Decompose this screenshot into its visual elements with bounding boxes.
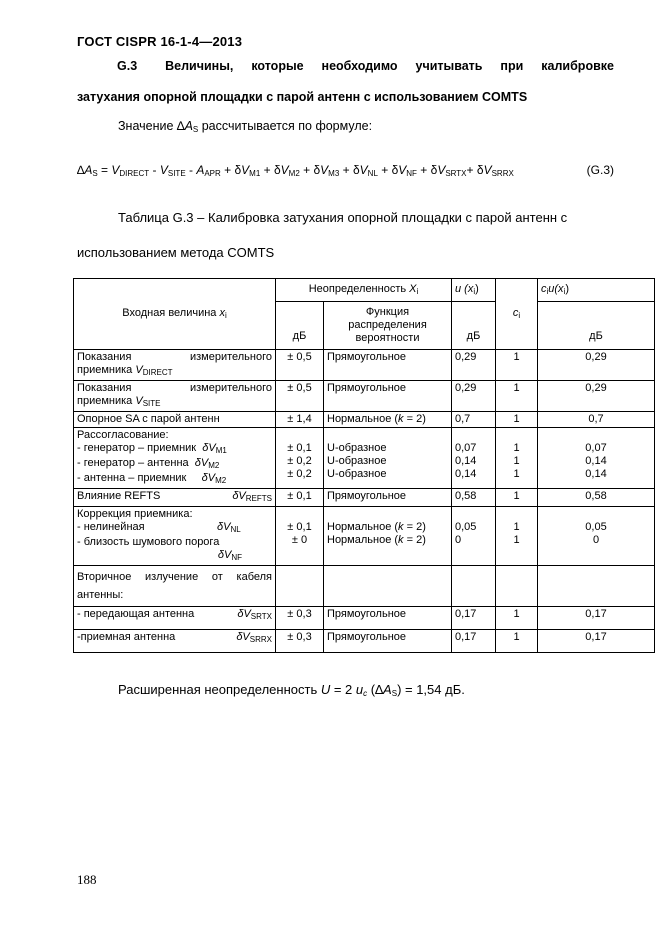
cell-u: 0,17 bbox=[452, 607, 496, 630]
page-header: ГОСТ CISPR 16-1-4—2013 bbox=[77, 34, 243, 49]
formula bbox=[77, 163, 614, 178]
cell-ciu: 0,29 bbox=[538, 350, 655, 381]
cell-u: 0,07 0,14 0,14 bbox=[452, 428, 496, 489]
intro-paragraph: Значение $\Delta A_S$ рассчитывается по формуле: bbox=[118, 119, 373, 134]
section-heading-line1 bbox=[77, 59, 614, 73]
row-label: Вторичное излучение от кабеля антенны: bbox=[74, 566, 276, 607]
formula-expression: $\Delta A_S = V_{DIRECT} - V_{SITE} - A_{APR} + \delta V_{M1} + \delta V_{M2} + \delta V_{M3} + \delta V_{NL} + \delta V_{NF} + \delta V_{SRTX}+ \delta V_{SRRX}$ bbox=[77, 163, 514, 178]
cell-distribution: Прямоугольное bbox=[324, 489, 452, 507]
cell-ciu: 0,05 0 bbox=[538, 507, 655, 566]
section-word: учитывать bbox=[415, 59, 483, 73]
table-row bbox=[74, 428, 655, 489]
cell-uncertainty: ± 0,5 bbox=[276, 381, 324, 412]
section-number: G.3 bbox=[117, 59, 138, 73]
cell-ci: 1 1 bbox=[496, 507, 538, 566]
cell-ciu: 0,29 bbox=[538, 381, 655, 412]
cell-uncertainty: ± 0,1 ± 0,2 ± 0,2 bbox=[276, 428, 324, 489]
equation-number: (G.3) bbox=[586, 163, 614, 177]
section-word: Величины, bbox=[165, 59, 234, 73]
cell-uncertainty: ± 0,3 bbox=[276, 630, 324, 653]
cell-u: 0,05 0 bbox=[452, 507, 496, 566]
table-row bbox=[74, 350, 655, 381]
row-label: Влияние REFTS $\delta V_{REFTS}$ bbox=[74, 489, 276, 507]
cell-u: 0,7 bbox=[452, 412, 496, 428]
table-row bbox=[74, 489, 655, 507]
table-row bbox=[74, 566, 655, 607]
cell-ci: 1 bbox=[496, 350, 538, 381]
header-uncertainty: Неопределенность $X_i$ bbox=[276, 279, 452, 302]
cell-ci: 1 bbox=[496, 607, 538, 630]
cell-ciu: 0,17 bbox=[538, 607, 655, 630]
row-label: - передающая антенна $\delta V_{SRTX}$ bbox=[74, 607, 276, 630]
table-row bbox=[74, 381, 655, 412]
header-db: дБ bbox=[538, 302, 655, 350]
cell-ciu: 0,07 0,14 0,14 bbox=[538, 428, 655, 489]
cell-u: 0,29 bbox=[452, 350, 496, 381]
cell-distribution: U-образное U-образное U-образное bbox=[324, 428, 452, 489]
header-input-quantity: Входная величина $x_i$ bbox=[74, 279, 276, 350]
cell-u: 0,58 bbox=[452, 489, 496, 507]
section-word: необходимо bbox=[321, 59, 398, 73]
cell-ci: 1 bbox=[496, 630, 538, 653]
cell-uncertainty: ± 1,4 bbox=[276, 412, 324, 428]
header-ci: $c_i$ bbox=[496, 279, 538, 350]
cell-ciu: 0,17 bbox=[538, 630, 655, 653]
header-distribution: Функция распределения вероятности bbox=[324, 302, 452, 350]
cell-distribution: Прямоугольное bbox=[324, 381, 452, 412]
row-label: Показания измерительного приемника $V_{DIRECT}$ bbox=[74, 350, 276, 381]
expanded-uncertainty-result: Расширенная неопределенность U = 2 $u_c$ $(\Delta A_S) = 1,54$ дБ. bbox=[118, 682, 465, 698]
cell-uncertainty: ± 0,3 bbox=[276, 607, 324, 630]
cell-ciu: 0,7 bbox=[538, 412, 655, 428]
cell-distribution: Прямоугольное bbox=[324, 350, 452, 381]
cell-uncertainty: ± 0,5 bbox=[276, 350, 324, 381]
cell-ci: 1 bbox=[496, 381, 538, 412]
cell-distribution: Нормальное (k = 2) Нормальное (k = 2) bbox=[324, 507, 452, 566]
cell-uncertainty: ± 0,1 bbox=[276, 489, 324, 507]
row-label: Показания измерительного приемника $V_{SITE}$ bbox=[74, 381, 276, 412]
cell-u: 0,29 bbox=[452, 381, 496, 412]
section-word: которые bbox=[251, 59, 304, 73]
header-db: дБ bbox=[452, 302, 496, 350]
header-db: дБ bbox=[276, 302, 324, 350]
table-caption-line2: использованием метода COMTS bbox=[77, 245, 275, 260]
table-row bbox=[74, 607, 655, 630]
header-u-xi: u $(x_i)$ bbox=[452, 279, 496, 302]
cell-ci: 1 1 1 bbox=[496, 428, 538, 489]
cell-distribution: Нормальное (k = 2) bbox=[324, 412, 452, 428]
cell-uncertainty: ± 0,1 ± 0 bbox=[276, 507, 324, 566]
section-heading-line2: затухания опорной площадки с парой антенн с использованием COMTS bbox=[77, 90, 528, 104]
row-label: Рассогласование: - генератор – приемник $\delta V_{M1}$ - генератор – антенна $\delta V_{M2}$ - антенна – приемник $\delta V_{M2}$ bbox=[74, 428, 276, 489]
table-row bbox=[74, 412, 655, 428]
row-label: Опорное SA с парой антенн bbox=[74, 412, 276, 428]
cell-ci: 1 bbox=[496, 412, 538, 428]
header-ci-u-xi: $c_iu(x_i)$ bbox=[538, 279, 655, 302]
cell-ci: 1 bbox=[496, 489, 538, 507]
cell-distribution: Прямоугольное bbox=[324, 607, 452, 630]
table-row bbox=[74, 630, 655, 653]
section-word: при bbox=[500, 59, 524, 73]
table-caption-line1: Таблица G.3 – Калибровка затухания опорной площадки с парой антенн с bbox=[118, 210, 568, 225]
cell-u: 0,17 bbox=[452, 630, 496, 653]
page-number: 188 bbox=[77, 872, 97, 887]
row-label: -приемная антенна $\delta V_{SRRX}$ bbox=[74, 630, 276, 653]
cell-distribution: Прямоугольное bbox=[324, 630, 452, 653]
row-label: Коррекция приемника: - нелинейная $\delta V_{NL}$ - близость шумового порога $\delta V_{NF}$ bbox=[74, 507, 276, 566]
cell-ciu: 0,58 bbox=[538, 489, 655, 507]
section-word: калибровке bbox=[541, 59, 614, 73]
table-row bbox=[74, 507, 655, 566]
uncertainty-table bbox=[73, 278, 655, 653]
